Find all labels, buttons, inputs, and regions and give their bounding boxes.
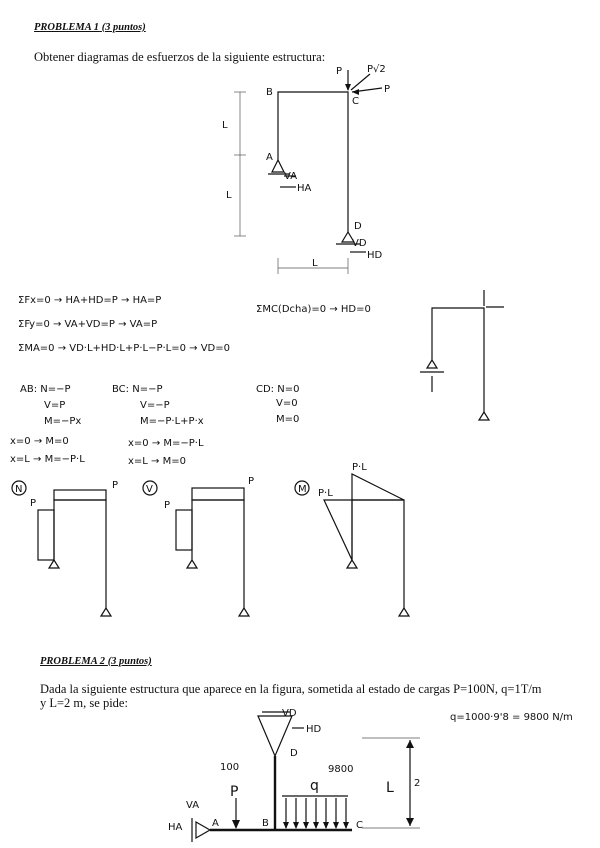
diagram-v <box>143 476 254 616</box>
solution1-equations <box>18 295 371 354</box>
diagram-v-tag: V <box>146 484 153 495</box>
support-a <box>272 160 284 172</box>
label-hd: HD <box>367 250 383 261</box>
diagram-n-tag: N <box>15 484 23 495</box>
problem2-prompt-line2: y L=2 m, se pide: <box>40 696 128 710</box>
bc-line-2: V=−P <box>140 400 170 411</box>
solution1-sections <box>10 384 299 467</box>
problem2-prompt-line1: Dada la siguiente estructura que aparece en la figura, sometida al estado de cargas P=100N, q=1T/m <box>40 682 542 696</box>
label-c2: C <box>356 820 363 831</box>
eq-fy: ΣFy=0 → VA+VD=P → VA=P <box>18 319 158 330</box>
diagram-v-load2: P <box>248 476 255 487</box>
problem1-prompt: Obtener diagramas de esfuerzos de la siguiente estructura: <box>34 50 326 64</box>
label-hd2: HD <box>306 724 322 735</box>
problem2-title-text: PROBLEMA 2 <box>40 656 106 667</box>
label-l-top: L <box>222 120 228 131</box>
label-p-top: P <box>336 66 343 77</box>
problem2-figure <box>168 708 573 842</box>
problem1-title-text: PROBLEMA 1 <box>34 22 100 33</box>
ab-line-4: x=0 → M=0 <box>10 436 69 447</box>
label-two: 2 <box>414 778 421 789</box>
eq-ma: ΣMA=0 → VD·L+HD·L+P·L−P·L=0 → VD=0 <box>18 343 230 354</box>
support-a2 <box>196 822 210 838</box>
diagram-v-load: P <box>164 500 171 511</box>
label-vd2: VD <box>282 708 297 719</box>
label-a2: A <box>212 818 219 829</box>
label-ha: HA <box>297 183 312 194</box>
bc-line-4: x=0 → M=−P·L <box>128 438 204 449</box>
label-a: A <box>266 152 273 163</box>
diagram-m <box>295 462 409 616</box>
label-l-bottom: L <box>226 190 232 201</box>
diagram-m-tag: M <box>298 484 307 495</box>
label-va2: VA <box>186 800 200 811</box>
diagram-m-left: P·L <box>318 488 333 499</box>
label-q: q <box>310 778 319 794</box>
label-c: C <box>352 96 359 107</box>
label-p-sqrt2: P√2 <box>367 64 386 75</box>
ab-line-5: x=L → M=−P·L <box>10 454 85 465</box>
diagram-n <box>12 480 118 616</box>
eq-mc: ΣMC(Dcha)=0 → HD=0 <box>256 304 371 315</box>
free-body-sketch <box>420 290 504 420</box>
frame-structure <box>278 92 348 232</box>
problem1-figure <box>222 64 390 274</box>
cd-line-2: V=0 <box>276 398 298 409</box>
bc-line-3: M=−P·L+P·x <box>140 416 204 427</box>
ab-line-1: AB: N=−P <box>20 384 71 395</box>
label-q-val: 9800 <box>328 764 354 775</box>
label-100: 100 <box>220 762 240 773</box>
distributed-load-q <box>282 796 349 829</box>
load-p-sqrt2 <box>351 74 370 90</box>
label-p2: P <box>230 784 239 800</box>
bc-line-5: x=L → M=0 <box>128 456 186 467</box>
eq-fx: ΣFx=0 → HA+HD=P → HA=P <box>18 295 162 306</box>
problem2-title <box>40 656 152 667</box>
diagram-m-top: P·L <box>352 462 367 473</box>
problem2-points: (3 puntos) <box>107 656 152 667</box>
cd-line-1: CD: N=0 <box>256 384 300 395</box>
label-ha2: HA <box>168 822 183 833</box>
bc-line-1: BC: N=−P <box>112 384 163 395</box>
q-calculation: q=1000·9'8 = 9800 N/m <box>450 712 573 723</box>
label-va: VA <box>284 171 298 182</box>
label-b: B <box>266 87 273 98</box>
diagram-n-load2: P <box>112 480 119 491</box>
label-l-horizontal: L <box>312 258 318 269</box>
label-d: D <box>354 221 362 232</box>
label-d2: D <box>290 748 298 759</box>
cd-line-3: M=0 <box>276 414 300 425</box>
label-p-right: P <box>384 84 391 95</box>
ab-line-2: V=P <box>44 400 66 411</box>
label-l2: L <box>386 780 394 796</box>
problem1-points: (3 puntos) <box>101 22 146 33</box>
label-b2: B <box>262 818 269 829</box>
label-vd: VD <box>352 238 367 249</box>
diagram-n-load: P <box>30 498 37 509</box>
support-d2 <box>258 716 292 756</box>
ab-line-3: M=−Px <box>44 416 82 427</box>
